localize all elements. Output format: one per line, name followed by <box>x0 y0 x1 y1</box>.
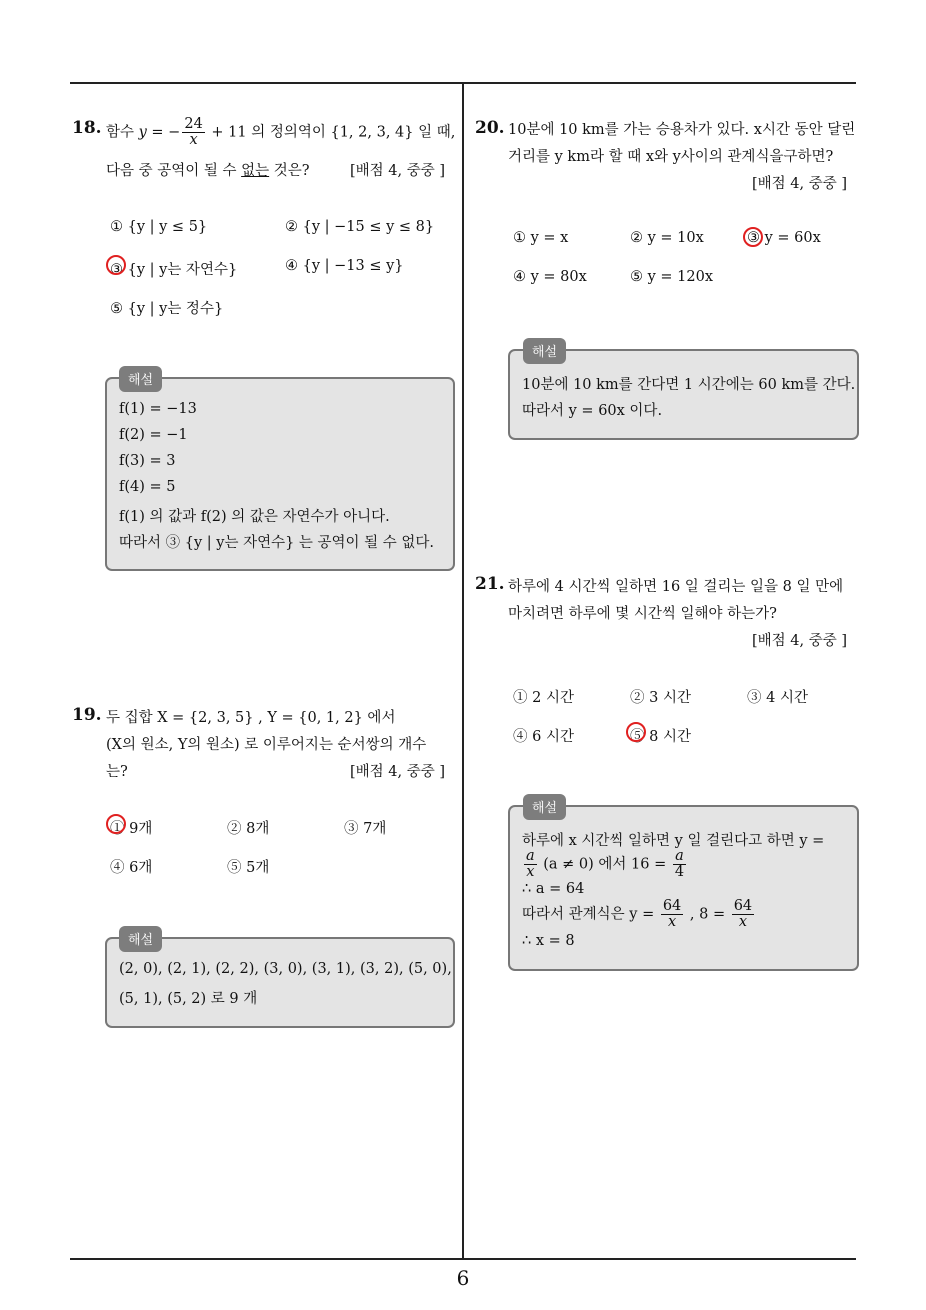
q21-choice-3[interactable]: ③ 4 시간 <box>747 690 808 706</box>
q19-sol-1: (2, 0), (2, 1), (2, 2), (3, 0), (3, 1), (3, 2), (5, 0), <box>119 961 452 977</box>
q21-sol4-b: , 8 = <box>685 906 730 923</box>
q18-line1 <box>106 117 455 148</box>
page-number: 6 <box>456 1266 470 1290</box>
q18-sol-3: f(3) = 3 <box>119 453 176 469</box>
q18-sol-4: f(4) = 5 <box>119 479 176 495</box>
q20-sol-1: 10분에 10 km를 간다면 1 시간에는 60 km를 간다. <box>522 377 856 393</box>
q18-number: 18. <box>72 118 102 138</box>
q18-solution-box <box>105 377 455 571</box>
q21-sol4-frac1 <box>661 899 683 930</box>
q20-choice-3[interactable]: ③ y = 60x <box>747 230 821 246</box>
q18-choice-5[interactable]: ⑤ {y | y는 정수} <box>110 301 224 317</box>
q19-score: [배점 4, 중중 ] <box>350 764 446 780</box>
q21-sol-5: ∴ x = 8 <box>522 933 575 949</box>
q20-score: [배점 4, 중중 ] <box>752 176 848 192</box>
q19-line3: 는? <box>106 764 128 780</box>
q19-sol-2: (5, 1), (5, 2) 로 9 개 <box>119 991 258 1007</box>
q20-line2: 거리를 y km라 할 때 x와 y사이의 관계식을구하면? <box>508 149 834 165</box>
q21-solution-tag: 해설 <box>523 794 566 820</box>
q18-line2 <box>106 159 310 180</box>
q21-sol-4 <box>522 899 756 930</box>
q18-line1-a: 함수 <box>106 124 139 141</box>
q18-choice-3[interactable]: ③ {y | y는 자연수} <box>110 262 238 278</box>
q21-sol2-den: x <box>526 864 535 881</box>
q21-sol2-mid: (a ≠ 0) 에서 16 = <box>538 856 671 873</box>
q19-line1: 두 집합 X = {2, 3, 5} , Y = {0, 1, 2} 에서 <box>106 710 396 726</box>
column-divider <box>462 84 464 1259</box>
q20-line1: 10분에 10 km를 가는 승용차가 있다. x시간 동안 달린 <box>508 122 856 138</box>
q19-choice-1[interactable]: ① 9개 <box>110 821 153 837</box>
q19-solution-tag: 해설 <box>119 926 162 952</box>
q21-sol-3: ∴ a = 64 <box>522 881 585 897</box>
q21-score: [배점 4, 중중 ] <box>752 633 848 649</box>
q21-answer-mark <box>626 722 646 742</box>
q20-sol-2: 따라서 y = 60x 이다. <box>522 403 663 419</box>
q18-score: [배점 4, 중중 ] <box>350 163 446 179</box>
q21-sol2-frac2 <box>673 849 686 880</box>
q18-sol-2: f(2) = −1 <box>119 427 188 443</box>
q21-sol4-num2: 64 <box>733 898 753 914</box>
q21-choice-1[interactable]: ① 2 시간 <box>513 690 574 706</box>
q20-solution-tag: 해설 <box>523 338 566 364</box>
q21-sol4-frac2 <box>732 899 754 930</box>
bottom-rule <box>70 1258 856 1260</box>
q18-sol-6: 따라서 ③ {y | y는 자연수} 는 공역이 될 수 없다. <box>119 535 435 551</box>
q20-choice-2[interactable]: ② y = 10x <box>630 230 704 246</box>
q19-answer-mark <box>106 814 126 834</box>
q19-choice-3[interactable]: ③ 7개 <box>344 821 387 837</box>
q18-line2-a: 다음 중 공역이 될 수 <box>106 163 242 179</box>
q21-line2: 마치려면 하루에 몇 시간씩 일해야 하는가? <box>508 606 777 622</box>
q21-sol-1: 하루에 x 시간씩 일하면 y 일 걸린다고 하면 y = <box>522 833 825 849</box>
q18-answer-mark <box>106 255 126 275</box>
q21-choice-5[interactable]: ⑤ 8 시간 <box>630 729 691 745</box>
q18-line1-b: + 11 의 정의역이 {1, 2, 3, 4} 일 때, <box>206 124 456 141</box>
q20-number: 20. <box>475 118 505 138</box>
q21-sol2-den2: 4 <box>674 864 685 881</box>
q21-line1: 하루에 4 시간씩 일하면 16 일 걸리는 일을 8 일 만에 <box>508 579 844 595</box>
q18-solution-tag: 해설 <box>119 366 162 392</box>
q19-line2: (X의 원소, Y의 원소) 로 이루어지는 순서쌍의 개수 <box>106 737 427 753</box>
q21-number: 21. <box>475 574 505 594</box>
q18-fraction <box>182 117 204 148</box>
q21-sol4-den2: x <box>738 914 748 931</box>
q18-frac-den: x <box>189 132 198 149</box>
q19-choice-2[interactable]: ② 8개 <box>227 821 270 837</box>
q18-frac-num: 24 <box>184 116 203 132</box>
q20-choice-1[interactable]: ① y = x <box>513 230 569 246</box>
q18-eq: y = − <box>138 124 181 141</box>
q20-choice-4[interactable]: ④ y = 80x <box>513 269 587 285</box>
q21-sol4-a: 따라서 관계식은 y = <box>522 906 659 923</box>
q21-sol2-frac1 <box>524 849 537 880</box>
q20-choice-5[interactable]: ⑤ y = 120x <box>630 269 714 285</box>
q21-solution-box <box>508 805 859 971</box>
q18-choice-2[interactable]: ② {y | −15 ≤ y ≤ 8} <box>285 219 435 235</box>
q18-choice-4[interactable]: ④ {y | −13 ≤ y} <box>285 258 404 274</box>
q21-choice-2[interactable]: ② 3 시간 <box>630 690 691 706</box>
q21-sol2-num: a <box>526 848 535 864</box>
q18-underlined: 없는 <box>241 163 270 179</box>
q21-sol2-num2: a <box>673 849 686 865</box>
q19-choice-5[interactable]: ⑤ 5개 <box>227 860 270 876</box>
q21-choice-4[interactable]: ④ 6 시간 <box>513 729 574 745</box>
q18-line2-b: 것은? <box>269 163 310 179</box>
q18-sol-1: f(1) = −13 <box>119 401 197 417</box>
q19-number: 19. <box>72 705 102 725</box>
q18-sol-5: f(1) 의 값과 f(2) 의 값은 자연수가 아니다. <box>119 509 390 525</box>
q19-choice-4[interactable]: ④ 6개 <box>110 860 153 876</box>
q21-sol4-num: 64 <box>662 898 682 914</box>
q18-choice-1[interactable]: ① {y | y ≤ 5} <box>110 219 208 235</box>
q20-answer-mark <box>743 227 763 247</box>
q21-sol-2 <box>522 849 688 880</box>
q21-sol4-den: x <box>667 914 677 931</box>
